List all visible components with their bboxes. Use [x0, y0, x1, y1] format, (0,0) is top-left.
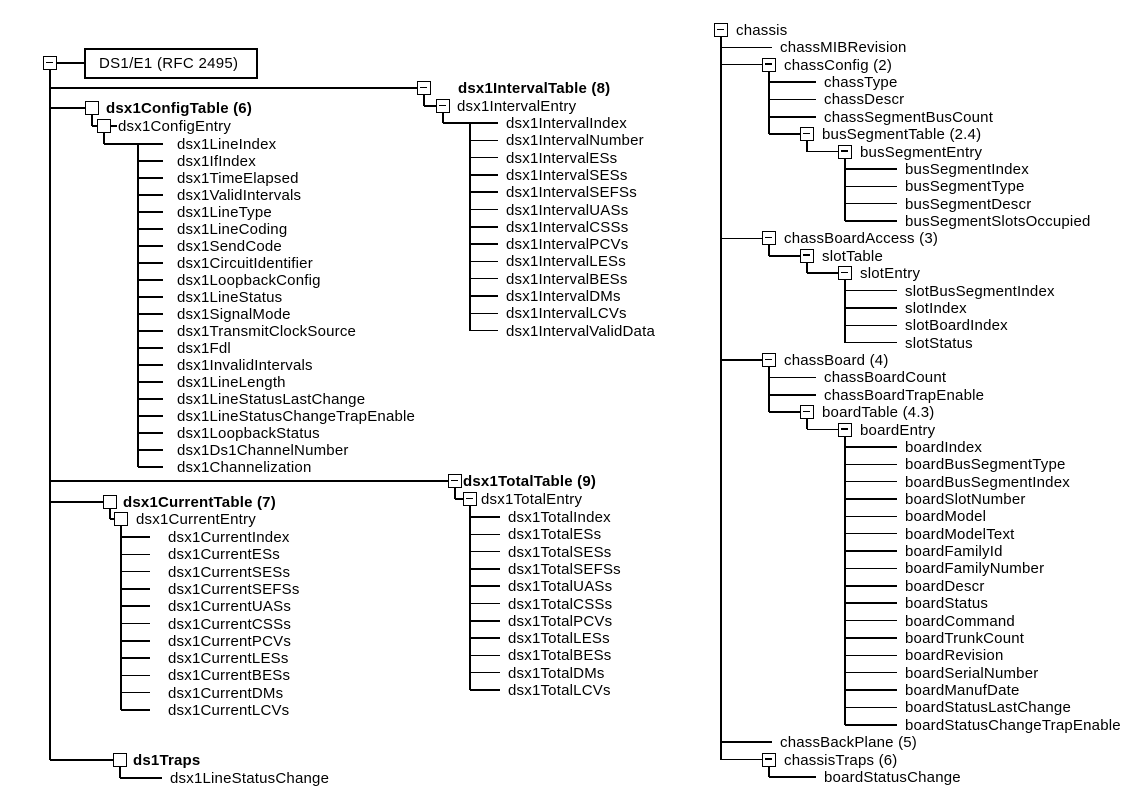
connector-line — [138, 194, 163, 196]
tree-node-dsx1currentpcvs: dsx1CurrentPCVs — [168, 632, 292, 650]
tree-node-boardtable-4-3: boardTable (4.3) — [822, 404, 935, 422]
ds1-root-box-label: DS1/E1 (RFC 2495) — [99, 55, 239, 72]
tree-node-dsx1currentbess: dsx1CurrentBESs — [168, 667, 291, 685]
connector-line — [470, 330, 498, 332]
connector-line — [845, 498, 897, 500]
connector-line — [138, 466, 163, 468]
connector-line — [807, 151, 838, 153]
tree-node-boardmodeltext: boardModelText — [905, 525, 1015, 543]
connector-line — [845, 568, 897, 570]
minus-glyph — [841, 272, 848, 274]
connector-line — [470, 637, 500, 639]
tree-node-chassistraps-6: chassisTraps (6) — [784, 751, 898, 769]
collapse-icon — [463, 492, 477, 506]
connector-line — [121, 675, 150, 677]
minus-glyph — [765, 359, 772, 361]
connector-line — [470, 226, 498, 228]
tree-node-dsx1configtable-6: dsx1ConfigTable (6) — [106, 100, 253, 117]
connector-line — [138, 296, 163, 298]
minus-glyph — [466, 498, 473, 500]
connector-line — [845, 446, 897, 448]
tree-node-chassboardtrapenable: chassBoardTrapEnable — [824, 386, 985, 404]
connector-line — [470, 620, 500, 622]
connector-line — [845, 655, 897, 657]
node-box-icon — [113, 753, 127, 767]
tree-node-boardrevision: boardRevision — [905, 647, 1004, 665]
minus-glyph — [451, 480, 458, 482]
connector-line — [49, 70, 51, 760]
tree-node-slotboardindex: slotBoardIndex — [905, 317, 1008, 335]
node-box-icon — [97, 119, 111, 133]
minus-glyph — [841, 428, 848, 430]
tree-node-bussegmentslotsoccupied: busSegmentSlotsOccupied — [905, 213, 1091, 231]
tree-node-dsx1totalentry: dsx1TotalEntry — [481, 491, 583, 508]
tree-node-dsx1intervalless: dsx1IntervalLESs — [506, 253, 626, 271]
tree-node-dsx1sendcode: dsx1SendCode — [177, 238, 282, 255]
connector-line — [845, 689, 897, 691]
connector-line — [769, 377, 816, 379]
collapse-icon — [448, 474, 462, 488]
connector-line — [769, 394, 816, 396]
connector-line — [470, 209, 498, 211]
connector-line — [845, 533, 897, 535]
tree-node-chassbackplane-5: chassBackPlane (5) — [780, 734, 917, 752]
tree-node-dsx1intervalcsss: dsx1IntervalCSSs — [506, 218, 629, 236]
connector-line — [721, 47, 772, 49]
node-box-icon — [114, 512, 128, 526]
connector-line — [768, 367, 770, 412]
tree-node-dsx1intervaluass: dsx1IntervalUASs — [506, 201, 629, 219]
tree-node-dsx1fdl: dsx1Fdl — [177, 340, 231, 357]
tree-node-chassmibrevision: chassMIBRevision — [780, 39, 907, 57]
tree-node-dsx1circuitidentifier: dsx1CircuitIdentifier — [177, 255, 313, 272]
connector-line — [120, 777, 162, 779]
connector-line — [121, 623, 150, 625]
tree-node-dsx1timeelapsed: dsx1TimeElapsed — [177, 170, 299, 187]
minus-glyph — [420, 87, 427, 89]
connector-line — [845, 325, 897, 327]
tree-node-dsx1intervalindex: dsx1IntervalIndex — [506, 115, 627, 132]
tree-node-boardmanufdate: boardManufDate — [905, 682, 1020, 700]
connector-line — [138, 415, 163, 417]
tree-node-dsx1currententry: dsx1CurrentEntry — [136, 511, 256, 528]
tree-node-dsx1intervalsess: dsx1IntervalSESs — [506, 166, 628, 184]
tree-node-bussegmentindex: busSegmentIndex — [905, 160, 1029, 178]
connector-line — [845, 307, 897, 309]
tree-node-boardentry: boardEntry — [860, 421, 936, 439]
connector-line — [121, 709, 150, 711]
tree-node-slotstatus: slotStatus — [905, 334, 973, 352]
connector-line — [470, 243, 498, 245]
collapse-icon — [762, 353, 776, 367]
connector-line — [720, 37, 722, 760]
tree-node-dsx1linestatuslastchange: dsx1LineStatusLastChange — [177, 391, 366, 408]
connector-line — [807, 272, 838, 274]
connector-line — [721, 359, 762, 361]
connector-line — [844, 159, 846, 221]
tree-node-slotindex: slotIndex — [905, 299, 967, 317]
connector-line — [470, 534, 500, 536]
connector-line — [807, 429, 838, 431]
tree-node-dsx1currentsess: dsx1CurrentSESs — [168, 563, 291, 581]
tree-node-dsx1intervaldms: dsx1IntervalDMs — [506, 288, 621, 305]
collapse-icon — [762, 231, 776, 245]
collapse-icon — [436, 99, 450, 113]
connector-line — [424, 105, 436, 107]
connector-line — [844, 437, 846, 725]
connector-line — [138, 228, 163, 230]
connector-line — [470, 313, 498, 315]
minus-glyph — [46, 62, 53, 64]
connector-line — [769, 99, 816, 101]
tree-node-dsx1signalmode: dsx1SignalMode — [177, 306, 291, 323]
tree-node-boardbussegmentindex: boardBusSegmentIndex — [905, 473, 1070, 491]
connector-line — [806, 141, 808, 151]
tree-node-dsx1validintervals: dsx1ValidIntervals — [177, 187, 302, 204]
minus-glyph — [765, 63, 772, 65]
tree-node-dsx1currentlcvs: dsx1CurrentLCVs — [168, 702, 290, 719]
connector-line — [470, 689, 500, 691]
tree-node-dsx1currentdms: dsx1CurrentDMs — [168, 684, 284, 702]
tree-node-boardbussegmenttype: boardBusSegmentType — [905, 456, 1066, 474]
connector-line — [138, 449, 163, 451]
minus-glyph — [803, 254, 810, 256]
tree-node-dsx1ifindex: dsx1IfIndex — [177, 153, 256, 170]
connector-line — [138, 398, 163, 400]
minus-glyph — [765, 758, 772, 760]
connector-line — [138, 177, 163, 179]
connector-line — [138, 330, 163, 332]
connector-line — [470, 174, 498, 176]
connector-line — [470, 140, 498, 142]
tree-node-dsx1intervalnumber: dsx1IntervalNumber — [506, 132, 644, 150]
connector-line — [138, 347, 163, 349]
tree-node-dsx1linelength: dsx1LineLength — [177, 374, 286, 391]
tree-node-boardtrunkcount: boardTrunkCount — [905, 629, 1025, 647]
tree-node-boardserialnumber: boardSerialNumber — [905, 664, 1039, 682]
connector-line — [138, 279, 163, 281]
tree-node-chasssegmentbuscount: chassSegmentBusCount — [824, 108, 994, 126]
tree-node-boardfamilynumber: boardFamilyNumber — [905, 560, 1045, 578]
minus-glyph — [803, 411, 810, 413]
tree-node-boarddescr: boardDescr — [905, 577, 985, 595]
tree-node-bussegmentdescr: busSegmentDescr — [905, 195, 1032, 213]
tree-node-dsx1currentcsss: dsx1CurrentCSSs — [168, 615, 292, 633]
tree-node-bussegmenttype: busSegmentType — [905, 178, 1025, 196]
node-box-icon — [103, 495, 117, 509]
tree-node-dsx1configentry: dsx1ConfigEntry — [118, 118, 232, 135]
connector-line — [138, 432, 163, 434]
tree-node-boardcommand: boardCommand — [905, 612, 1015, 630]
tree-node-chassboardcount: chassBoardCount — [824, 369, 947, 387]
connector-line — [845, 724, 897, 726]
connector-line — [50, 107, 85, 109]
connector-line — [470, 261, 498, 263]
tree-node-dsx1totalless: dsx1TotalLESs — [508, 630, 610, 648]
connector-line — [806, 263, 808, 273]
tree-node-dsx1intervallcvs: dsx1IntervalLCVs — [506, 305, 627, 323]
collapse-icon — [838, 266, 852, 280]
connector-line — [470, 672, 500, 674]
node-box-icon — [85, 101, 99, 115]
connector-line — [844, 280, 846, 342]
connector-line — [470, 295, 498, 297]
connector-line — [470, 157, 498, 159]
tree-node-dsx1loopbackconfig: dsx1LoopbackConfig — [177, 272, 321, 289]
tree-node-dsx1totalindex: dsx1TotalIndex — [508, 509, 611, 526]
connector-line — [845, 290, 897, 292]
connector-line — [845, 203, 897, 205]
connector-line — [121, 571, 150, 573]
connector-line — [138, 245, 163, 247]
tree-node-dsx1linestatus: dsx1LineStatus — [177, 289, 283, 306]
connector-line — [845, 585, 897, 587]
tree-node-dsx1transmitclocksource: dsx1TransmitClockSource — [177, 323, 357, 340]
connector-line — [470, 585, 500, 587]
connector-line — [845, 637, 897, 639]
tree-node-dsx1currentuass: dsx1CurrentUASs — [168, 598, 292, 616]
tree-node-boardindex: boardIndex — [905, 438, 983, 456]
collapse-icon — [762, 58, 776, 72]
tree-node-dsx1loopbackstatus: dsx1LoopbackStatus — [177, 425, 320, 442]
connector-line — [137, 144, 139, 467]
ds1-root-box — [84, 48, 258, 79]
connector-line — [470, 551, 500, 553]
connector-line — [50, 480, 448, 482]
connector-line — [845, 602, 897, 604]
tree-node-dsx1totalsefss: dsx1TotalSEFSs — [508, 560, 621, 578]
connector-line — [470, 278, 498, 280]
connector-line — [721, 64, 762, 66]
minus-glyph — [439, 105, 446, 107]
connector-line — [768, 767, 770, 777]
connector-line — [121, 657, 150, 659]
tree-node-dsx1intervalvaliddata: dsx1IntervalValidData — [506, 322, 655, 340]
connector-line — [769, 411, 800, 413]
tree-node-dsx1channelization: dsx1Channelization — [177, 459, 312, 476]
tree-node-dsx1linestatuschange: dsx1LineStatusChange — [170, 770, 330, 787]
connector-line — [845, 186, 897, 188]
tree-node-dsx1totalcsss: dsx1TotalCSSs — [508, 595, 613, 613]
connector-line — [845, 550, 897, 552]
tree-node-dsx1intervalentry: dsx1IntervalEntry — [457, 98, 577, 115]
connector-line — [104, 143, 163, 145]
connector-line — [845, 481, 897, 483]
tree-node-boardfamilyid: boardFamilyId — [905, 543, 1003, 561]
tree-node-dsx1totalpcvs: dsx1TotalPCVs — [508, 612, 613, 630]
tree-node-dsx1currentess: dsx1CurrentESs — [168, 546, 281, 564]
connector-line — [769, 133, 800, 135]
tree-node-dsx1intervalbess: dsx1IntervalBESs — [506, 270, 628, 288]
connector-line — [121, 554, 150, 556]
connector-line — [845, 342, 897, 344]
connector-line — [470, 655, 500, 657]
connector-line — [769, 81, 816, 83]
tree-node-dsx1lineindex: dsx1LineIndex — [177, 136, 277, 153]
connector-line — [121, 588, 150, 590]
connector-line — [806, 419, 808, 429]
tree-node-boardstatuslastchange: boardStatusLastChange — [905, 699, 1071, 717]
tree-node-bussegmententry: busSegmentEntry — [860, 143, 983, 161]
connector-line — [455, 498, 463, 500]
collapse-icon — [800, 405, 814, 419]
tree-node-dsx1currenttable-7: dsx1CurrentTable (7) — [123, 494, 276, 511]
minus-glyph — [841, 150, 848, 152]
connector-line — [138, 364, 163, 366]
connector-line — [845, 168, 897, 170]
collapse-icon — [800, 127, 814, 141]
tree-node-chassconfig-2: chassConfig (2) — [784, 56, 893, 74]
collapse-icon — [43, 56, 57, 70]
connector-line — [845, 516, 897, 518]
tree-node-dsx1currentsefss: dsx1CurrentSEFSs — [168, 580, 300, 598]
connector-line — [768, 245, 770, 255]
tree-node-dsx1intervaltable-8: dsx1IntervalTable (8) — [458, 80, 611, 97]
tree-node-chassboard-4: chassBoard (4) — [784, 352, 889, 370]
tree-node-chasstype: chassType — [824, 74, 898, 92]
connector-line — [769, 255, 800, 257]
connector-line — [845, 464, 897, 466]
tree-node-dsx1intervalsefss: dsx1IntervalSEFSs — [506, 184, 637, 202]
connector-line — [138, 313, 163, 315]
collapse-icon — [714, 23, 728, 37]
collapse-icon — [838, 423, 852, 437]
connector-line — [111, 125, 117, 127]
tree-node-chassdescr: chassDescr — [824, 91, 905, 109]
connector-line — [50, 501, 103, 503]
tree-node-dsx1totaless: dsx1TotalESs — [508, 526, 602, 544]
connector-line — [845, 220, 897, 222]
connector-line — [721, 741, 772, 743]
connector-line — [721, 238, 762, 240]
tree-node-dsx1intervalpcvs: dsx1IntervalPCVs — [506, 236, 629, 254]
tree-node-dsx1totallcvs: dsx1TotalLCVs — [508, 682, 611, 699]
connector-line — [138, 381, 163, 383]
minus-glyph — [717, 29, 724, 31]
minus-glyph — [765, 237, 772, 239]
tree-node-ds1traps: ds1Traps — [133, 752, 201, 769]
tree-node-dsx1intervaless: dsx1IntervalESs — [506, 149, 618, 167]
connector-line — [121, 536, 150, 538]
tree-node-dsx1linestatuschangetrapenable: dsx1LineStatusChangeTrapEnable — [177, 408, 416, 425]
connector-line — [121, 692, 150, 694]
tree-node-chassis: chassis — [736, 22, 788, 39]
connector-line — [138, 160, 163, 162]
connector-line — [470, 568, 500, 570]
connector-line — [768, 72, 770, 134]
connector-line — [845, 672, 897, 674]
collapse-icon — [417, 81, 431, 95]
connector-line — [845, 620, 897, 622]
tree-node-dsx1totaldms: dsx1TotalDMs — [508, 664, 605, 682]
tree-node-chassboardaccess-3: chassBoardAccess (3) — [784, 230, 939, 248]
tree-node-boardslotnumber: boardSlotNumber — [905, 490, 1026, 508]
connector-line — [50, 87, 417, 89]
connector-line — [721, 759, 762, 761]
tree-node-dsx1totaltable-9: dsx1TotalTable (9) — [463, 473, 597, 490]
tree-node-dsx1linetype: dsx1LineType — [177, 204, 272, 221]
tree-node-dsx1totalbess: dsx1TotalBESs — [508, 647, 612, 665]
connector-line — [138, 211, 163, 213]
tree-node-dsx1currentless: dsx1CurrentLESs — [168, 650, 289, 668]
tree-node-dsx1linecoding: dsx1LineCoding — [177, 221, 288, 238]
tree-node-boardstatus: boardStatus — [905, 595, 989, 613]
connector-line — [769, 776, 816, 778]
tree-node-slotbussegmentindex: slotBusSegmentIndex — [905, 282, 1055, 300]
tree-node-dsx1totaluass: dsx1TotalUASs — [508, 578, 613, 596]
minus-glyph — [803, 133, 810, 135]
tree-node-slottable: slotTable — [822, 247, 884, 265]
collapse-icon — [838, 145, 852, 159]
tree-node-dsx1totalsess: dsx1TotalSESs — [508, 543, 612, 561]
connector-line — [845, 707, 897, 709]
connector-line — [50, 759, 113, 761]
tree-node-dsx1currentindex: dsx1CurrentIndex — [168, 529, 290, 546]
tree-node-boardstatuschangetrapenable: boardStatusChangeTrapEnable — [905, 716, 1121, 734]
tree-node-bussegmenttable-2-4: busSegmentTable (2.4) — [822, 126, 982, 144]
collapse-icon — [762, 753, 776, 767]
tree-node-dsx1ds1channelnumber: dsx1Ds1ChannelNumber — [177, 442, 349, 459]
connector-line — [470, 516, 500, 518]
collapse-icon — [800, 249, 814, 263]
connector-line — [57, 62, 84, 64]
tree-node-slotentry: slotEntry — [860, 265, 921, 283]
tree-node-boardstatuschange: boardStatusChange — [824, 768, 961, 786]
connector-line — [769, 116, 816, 118]
tree-node-boardmodel: boardModel — [905, 508, 987, 526]
connector-line — [138, 262, 163, 264]
connector-line — [121, 640, 150, 642]
tree-node-dsx1invalidintervals: dsx1InvalidIntervals — [177, 357, 313, 374]
connector-line — [470, 191, 498, 193]
connector-line — [470, 603, 500, 605]
connector-line — [121, 605, 150, 607]
